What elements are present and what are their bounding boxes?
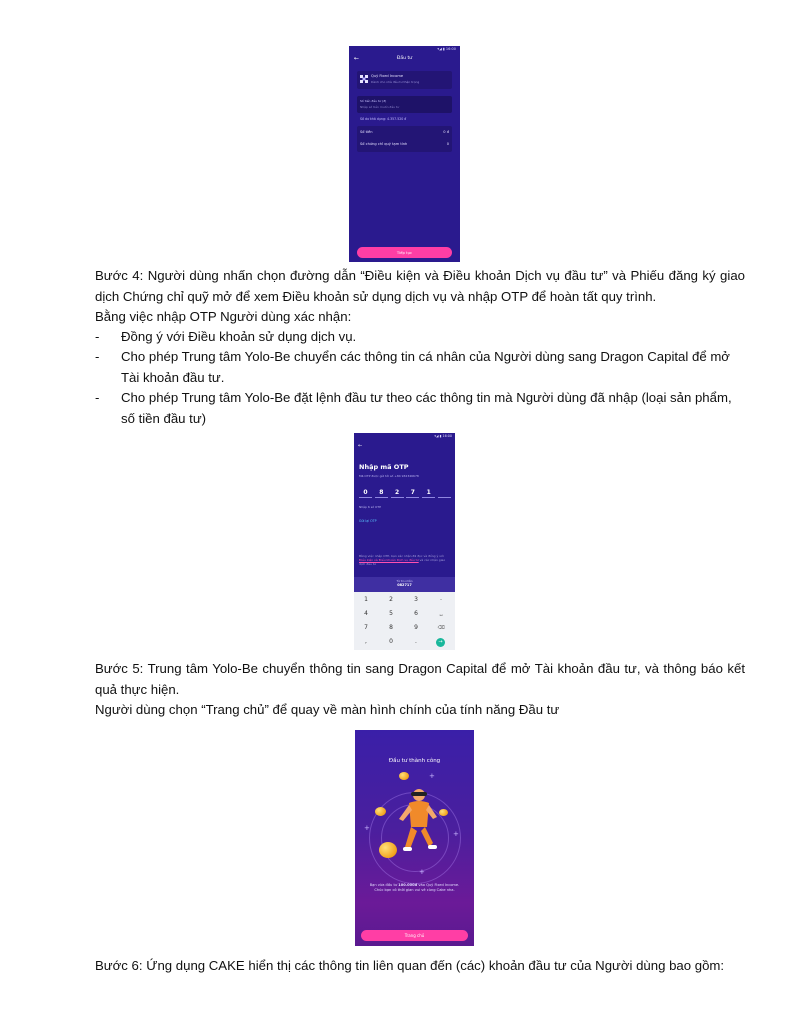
- fund-logo-icon: [360, 75, 368, 83]
- terms-link[interactable]: Điều kiện và Điều khoản Dịch vụ đầu tư: [359, 558, 419, 563]
- screenshot-otp: [354, 433, 455, 650]
- amount-input-label: Số tiền đầu tư (đ): [360, 99, 387, 103]
- list-item: [95, 388, 745, 429]
- list-item-text: Cho phép Trung tâm Yolo-Be đặt lệnh đầu tư theo các thông tin mà Người dùng đã nhập (loại sản phẩm, số tiền đầu tư): [121, 390, 732, 426]
- otp-digit: [438, 489, 451, 498]
- key[interactable]: 2: [389, 596, 393, 603]
- available-balance: Số dư khả dụng: 4.357.520 đ: [360, 117, 407, 121]
- terms-text: Bằng việc nhập OTP, bạn xác nhận đã đọc và đồng ý với: [359, 554, 444, 558]
- continue-button[interactable]: Tiếp tục: [357, 247, 452, 258]
- summary-row-units: [360, 142, 449, 146]
- suggestion-code: 082717: [397, 583, 412, 587]
- page-title: Đầu tư: [396, 56, 413, 61]
- coin-icon: [375, 807, 386, 816]
- otp-title: Nhập mã OTP: [359, 463, 409, 471]
- go-key-icon[interactable]: →: [436, 638, 445, 647]
- step5-paragraph: Bước 5: Trung tâm Yolo-Be chuyển thông tin sang Dragon Capital để mở Tài khoản đầu tư, và thông báo kết quả thực hiện.: [95, 661, 745, 697]
- terms-notice: [359, 554, 447, 567]
- sparkle-icon: +: [419, 868, 425, 876]
- key[interactable]: 3: [414, 596, 418, 603]
- step6-paragraph: Bước 6: Ứng dụng CAKE hiển thị các thông tin liên quan đến (các) khoản đầu tư của Người dùng bao gồm:: [95, 958, 725, 973]
- step4-confirm-intro: Bằng việc nhập OTP Người dùng xác nhận:: [95, 309, 352, 324]
- fund-name: Quỹ Fixed Income: [371, 74, 404, 78]
- otp-digit: 7: [406, 489, 419, 498]
- key[interactable]: 8: [389, 624, 393, 631]
- key[interactable]: 5: [389, 610, 393, 617]
- list-item-text: Cho phép Trung tâm Yolo-Be chuyển các thông tin cá nhân của Người dùng sang Dragon Capital để mở Tài khoản đầu tư.: [121, 349, 730, 385]
- key[interactable]: 4: [364, 610, 368, 617]
- sms-code-suggestion[interactable]: [354, 577, 455, 592]
- summary-row-amount: [360, 130, 449, 134]
- summary-card: [357, 126, 452, 152]
- message-text: vào Quỹ Fixed Income. Chúc bạn có thời gian vui vẻ cùng Cake nha.: [374, 883, 460, 893]
- key[interactable]: 7: [364, 624, 368, 631]
- status-bar: ▾◢ ▮ 16:00: [437, 47, 456, 51]
- amount-input[interactable]: [357, 96, 452, 113]
- success-title: Đầu tư thành công: [388, 758, 441, 764]
- coin-icon: [399, 772, 409, 780]
- fund-subtitle: Dành cho nhà đầu tư thận trọng: [371, 80, 420, 84]
- back-arrow-icon[interactable]: ←: [354, 55, 360, 62]
- otp-digit: 0: [359, 489, 372, 498]
- numeric-keyboard: [354, 592, 455, 650]
- screenshot-invest-success: [355, 730, 474, 946]
- sparkle-icon: +: [364, 824, 370, 832]
- key[interactable]: .: [415, 638, 417, 645]
- backspace-key-icon[interactable]: ⌫: [437, 625, 445, 631]
- investor-illustration-icon: [395, 785, 441, 865]
- invested-amount: 100.000đ: [398, 883, 418, 887]
- home-button[interactable]: Trang chủ: [361, 930, 468, 941]
- sparkle-icon: +: [429, 772, 435, 780]
- message-text: Bạn vừa đầu tư: [369, 883, 398, 887]
- otp-hint: Nhập 6 số OTP: [359, 505, 382, 509]
- bullet-dash: -: [95, 390, 100, 405]
- key[interactable]: 6: [414, 610, 418, 617]
- screenshot-invest-form: [349, 46, 460, 262]
- otp-digit: 2: [391, 489, 404, 498]
- fund-card[interactable]: [357, 71, 452, 89]
- success-message: [369, 883, 460, 893]
- otp-digit: 1: [422, 489, 435, 498]
- app-header: [349, 53, 460, 65]
- key[interactable]: 1: [364, 596, 368, 603]
- sparkle-icon: +: [453, 830, 459, 838]
- otp-digit: 8: [375, 489, 388, 498]
- bullet-dash: -: [95, 349, 100, 364]
- key[interactable]: 9: [414, 624, 418, 631]
- bullet-dash: -: [95, 329, 100, 344]
- summary-label: Số chứng chỉ quỹ tạm tính: [360, 142, 408, 146]
- amount-input-placeholder: Nhập số tiền muốn đầu tư: [360, 105, 400, 109]
- otp-input[interactable]: [359, 489, 451, 498]
- step5-instruction: Người dùng chọn “Trang chủ” để quay về màn hình chính của tính năng Đầu tư: [95, 702, 560, 717]
- space-key-icon[interactable]: ␣: [439, 611, 443, 617]
- key[interactable]: 0: [389, 638, 393, 645]
- summary-value: 0: [446, 142, 449, 146]
- list-item: [95, 347, 745, 388]
- step4-paragraph: Bước 4: Người dùng nhấn chọn đường dẫn “Điều kiện và Điều khoản Dịch vụ đầu tư” và Phiếu đăng ký giao dịch Chứng chỉ quỹ mở để xem Điều khoản sử dụng dịch vụ và nhập OTP để hoàn tất quy trình.: [95, 268, 745, 304]
- resend-otp-link[interactable]: Gửi lại OTP: [359, 519, 377, 523]
- list-item-text: Đồng ý với Điều khoản sử dụng dịch vụ.: [121, 329, 357, 344]
- terms-text: và các nhận giao dịch đầu tư: [359, 558, 446, 567]
- summary-value: 0 đ: [443, 130, 449, 134]
- suggestion-label: Từ tin nhắn: [396, 579, 413, 583]
- key[interactable]: -: [440, 597, 442, 603]
- key[interactable]: ,: [365, 638, 367, 645]
- summary-label: Số tiền: [360, 130, 373, 134]
- list-item: [95, 327, 745, 348]
- back-arrow-icon[interactable]: ←: [358, 443, 363, 449]
- otp-subtitle: Mã OTP được gửi tới số +84 932346678: [359, 474, 419, 478]
- status-bar: ▾◢ ▮ 16:00: [434, 434, 452, 438]
